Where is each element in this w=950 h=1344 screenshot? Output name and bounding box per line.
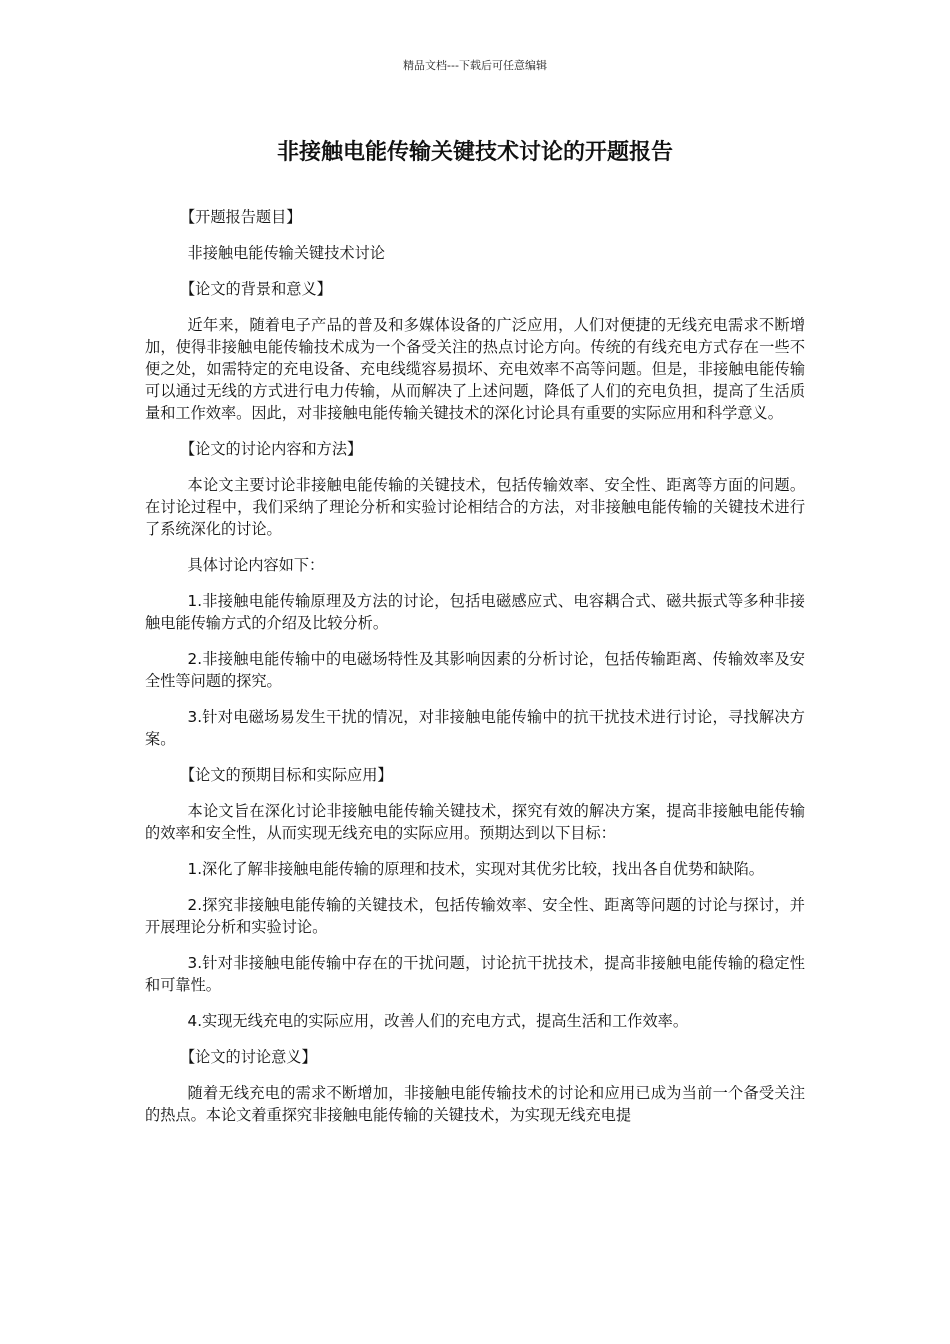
document-title: 非接触电能传输关键技术讨论的开题报告 <box>276 140 673 165</box>
section-heading-content-methods: 【论文的讨论内容和方法】 <box>179 440 363 458</box>
section-heading-topic: 【开题报告题目】 <box>179 208 302 226</box>
list-item-goal-2: 2.探究非接触电能传输的关键技术，包括传输效率、安全性、距离等问题的讨论与探讨，并开展理论分析和实验讨论。 <box>145 896 805 936</box>
list-item-goal-3: 3.针对非接触电能传输中存在的干扰问题，讨论抗干扰技术，提高非接触电能传输的稳定性和可靠性。 <box>145 954 805 994</box>
paragraph-goals: 本论文旨在深化讨论非接触电能传输关键技术，探究有效的解决方案，提高非接触电能传输的效率和安全性，从而实现无线充电的实际应用。预期达到以下目标： <box>145 802 805 842</box>
section-heading-goals: 【论文的预期目标和实际应用】 <box>179 766 393 784</box>
list-item-content-2: 2.非接触电能传输中的电磁场特性及其影响因素的分析讨论，包括传输距离、传输效率及安全性等问题的探究。 <box>145 650 805 690</box>
list-item-goal-4: 4.实现无线充电的实际应用，改善人们的充电方式，提高生活和工作效率。 <box>187 1012 689 1030</box>
list-item-content-3: 3.针对电磁场易发生干扰的情况，对非接触电能传输中的抗干扰技术进行讨论，寻找解决方案。 <box>145 708 805 748</box>
paragraph-background: 近年来，随着电子产品的普及和多媒体设备的广泛应用，人们对便捷的无线充电需求不断增加，使得非接触电能传输技术成为一个备受关注的热点讨论方向。传统的有线充电方式存在一些不便之处，如需特定的充电设备、充电线缆容易损坏、充电效率不高等问题。但是，非接触电能传输可以通过无线的方式进行电力传输，从而解决了上述问题，降低了人们的充电负担，提高了生活质量和工作效率。因此，对非接触电能传输关键技术的深化讨论具有重要的实际应用和科学意义。 <box>145 316 805 422</box>
paragraph-content-methods: 本论文主要讨论非接触电能传输的关键技术，包括传输效率、安全性、距离等方面的问题。在讨论过程中，我们采纳了理论分析和实验讨论相结合的方法，对非接触电能传输的关键技术进行了系统深化的讨论。 <box>145 476 805 538</box>
section-heading-significance: 【论文的讨论意义】 <box>179 1048 317 1066</box>
paragraph-topic: 非接触电能传输关键技术讨论 <box>187 244 385 262</box>
list-item-goal-1: 1.深化了解非接触电能传输的原理和技术，实现对其优劣比较，找出各自优势和缺陷。 <box>187 860 764 878</box>
page-header-note: 精品文档---下载后可任意编辑 <box>403 59 547 72</box>
list-item-content-1: 1.非接触电能传输原理及方法的讨论，包括电磁感应式、电容耦合式、磁共振式等多种非接触电能传输方式的介绍及比较分析。 <box>145 592 805 632</box>
section-heading-background: 【论文的背景和意义】 <box>179 280 332 298</box>
document-body <box>145 206 805 1140</box>
paragraph-content-intro: 具体讨论内容如下： <box>187 556 325 574</box>
paragraph-significance: 随着无线充电的需求不断增加，非接触电能传输技术的讨论和应用已成为当前一个备受关注的热点。本论文着重探究非接触电能传输的关键技术，为实现无线充电提 <box>145 1084 805 1124</box>
